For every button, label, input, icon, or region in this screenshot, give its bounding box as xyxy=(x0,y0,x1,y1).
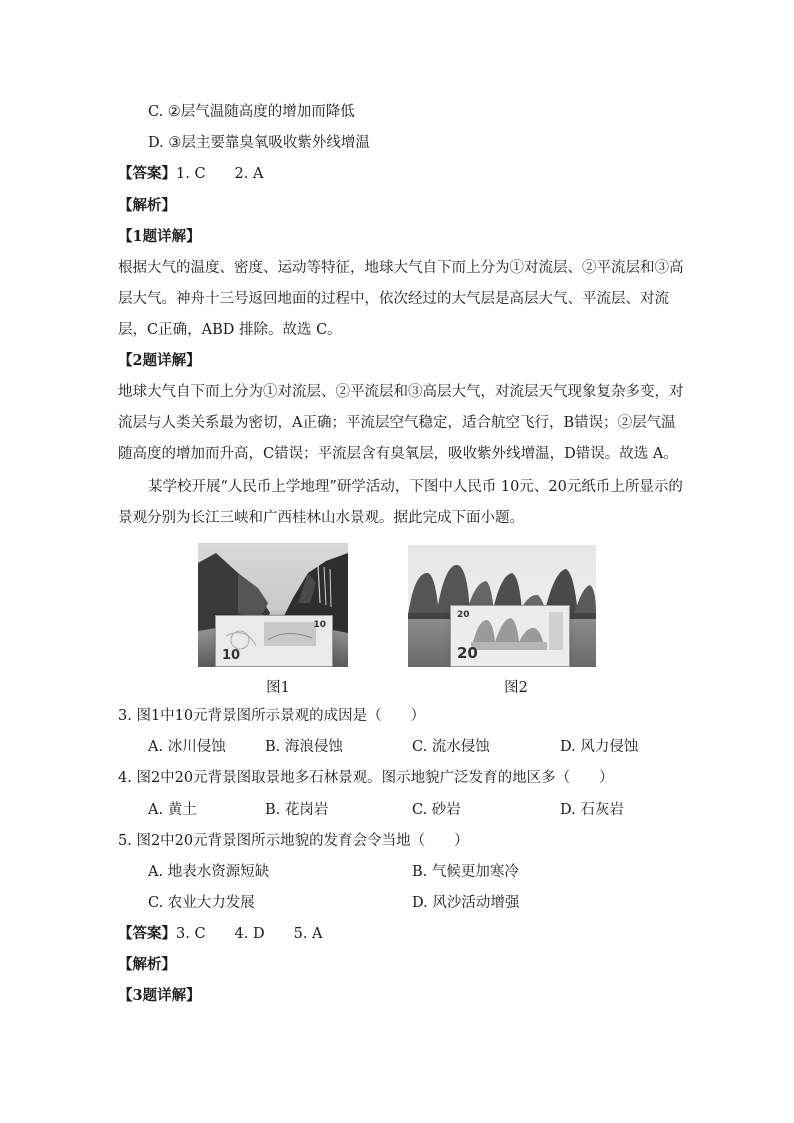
detail-1-title: 【1题详解】 xyxy=(118,228,201,245)
detail-1-line: 根据大气的温度、密度、运动等特征，地球大气自下而上分为①对流层、②平流层和③高 xyxy=(118,260,684,276)
q3-option-c: C. 流水侵蚀 xyxy=(412,739,490,755)
q3-stem: 3. 图1中10元背景图所示景观的成因是（ ） xyxy=(118,708,426,724)
q4-option-b: B. 花岗岩 xyxy=(265,802,329,818)
detail-2-line: 随高度的增加而升高，C错误；平流层含有臭氧层，吸收紫外线增温，D错误。故选 A。 xyxy=(118,446,678,462)
answer-label: 【答案】 xyxy=(118,165,176,182)
banknote-10-corner: 10 xyxy=(313,620,326,630)
q4-option-a: A. 黄土 xyxy=(148,802,197,818)
banknote-20-label: 20 xyxy=(457,644,478,662)
q5-option-d: D. 风沙活动增强 xyxy=(412,895,520,911)
q4-option-d: D. 石灰岩 xyxy=(560,802,624,818)
detail-1-line: 层大气。神舟十三号返回地面的过程中，依次经过的大气层是高层大气、平流层、对流 xyxy=(118,291,669,307)
answer-label: 【答案】 xyxy=(118,925,176,942)
answer-line-2 xyxy=(118,924,678,944)
figure-2-caption: 图2 xyxy=(504,680,528,696)
figure-1-image xyxy=(198,543,348,667)
q5-option-c: C. 农业大力发展 xyxy=(148,895,255,911)
answer-text: 3. C 4. D 5. A xyxy=(176,926,323,942)
detail-2-line: 流层与人类关系最为密切，A正确；平流层空气稳定，适合航空飞行，B错误；②层气温 xyxy=(118,415,676,431)
analysis-heading-1: 【解析】 xyxy=(118,197,176,214)
q3-option-a: A. 冰川侵蚀 xyxy=(148,739,226,755)
banknote-10-label: 10 xyxy=(222,648,241,663)
answer-text: 1. C 2. A xyxy=(176,166,264,182)
intro-line: 某学校开展“人民币上学地理”研学活动，下图中人民币 10元、20元纸币上所显示的 xyxy=(148,479,683,495)
q3-option-b: B. 海浪侵蚀 xyxy=(265,739,343,755)
banknote-20 xyxy=(450,605,570,667)
q2-option-d: D. ③层主要靠臭氧吸收紫外线增温 xyxy=(148,135,370,151)
answer-line-1 xyxy=(118,164,678,184)
detail-2-line: 地球大气自下而上分为①对流层、②平流层和③高层大气，对流层天气现象复杂多变，对 xyxy=(118,384,684,400)
q4-option-c: C. 砂岩 xyxy=(412,802,461,818)
figure-2-image xyxy=(408,545,596,667)
analysis-heading-2: 【解析】 xyxy=(118,956,176,973)
q5-option-b: B. 气候更加寒冷 xyxy=(412,864,519,880)
q5-stem: 5. 图2中20元背景图所示地貌的发育会令当地（ ） xyxy=(118,833,469,849)
banknote-20-corner: 20 xyxy=(457,610,470,620)
q5-option-a: A. 地表水资源短缺 xyxy=(148,864,270,880)
q3-option-d: D. 风力侵蚀 xyxy=(560,739,639,755)
detail-1-line: 层，C正确，ABD 排除。故选 C。 xyxy=(118,322,342,338)
detail-2-title: 【2题详解】 xyxy=(118,352,201,369)
banknote-10 xyxy=(215,615,333,667)
figure-1-caption: 图1 xyxy=(266,680,290,696)
q2-option-c: C. ②层气温随高度的增加而降低 xyxy=(148,104,355,120)
q4-stem: 4. 图2中20元背景图取景地多石林景观。图示地貌广泛发育的地区多（ ） xyxy=(118,770,614,786)
intro-line: 景观分别为长江三峡和广西桂林山水景观。据此完成下面小题。 xyxy=(118,510,524,526)
detail-3-title: 【3题详解】 xyxy=(118,987,201,1004)
